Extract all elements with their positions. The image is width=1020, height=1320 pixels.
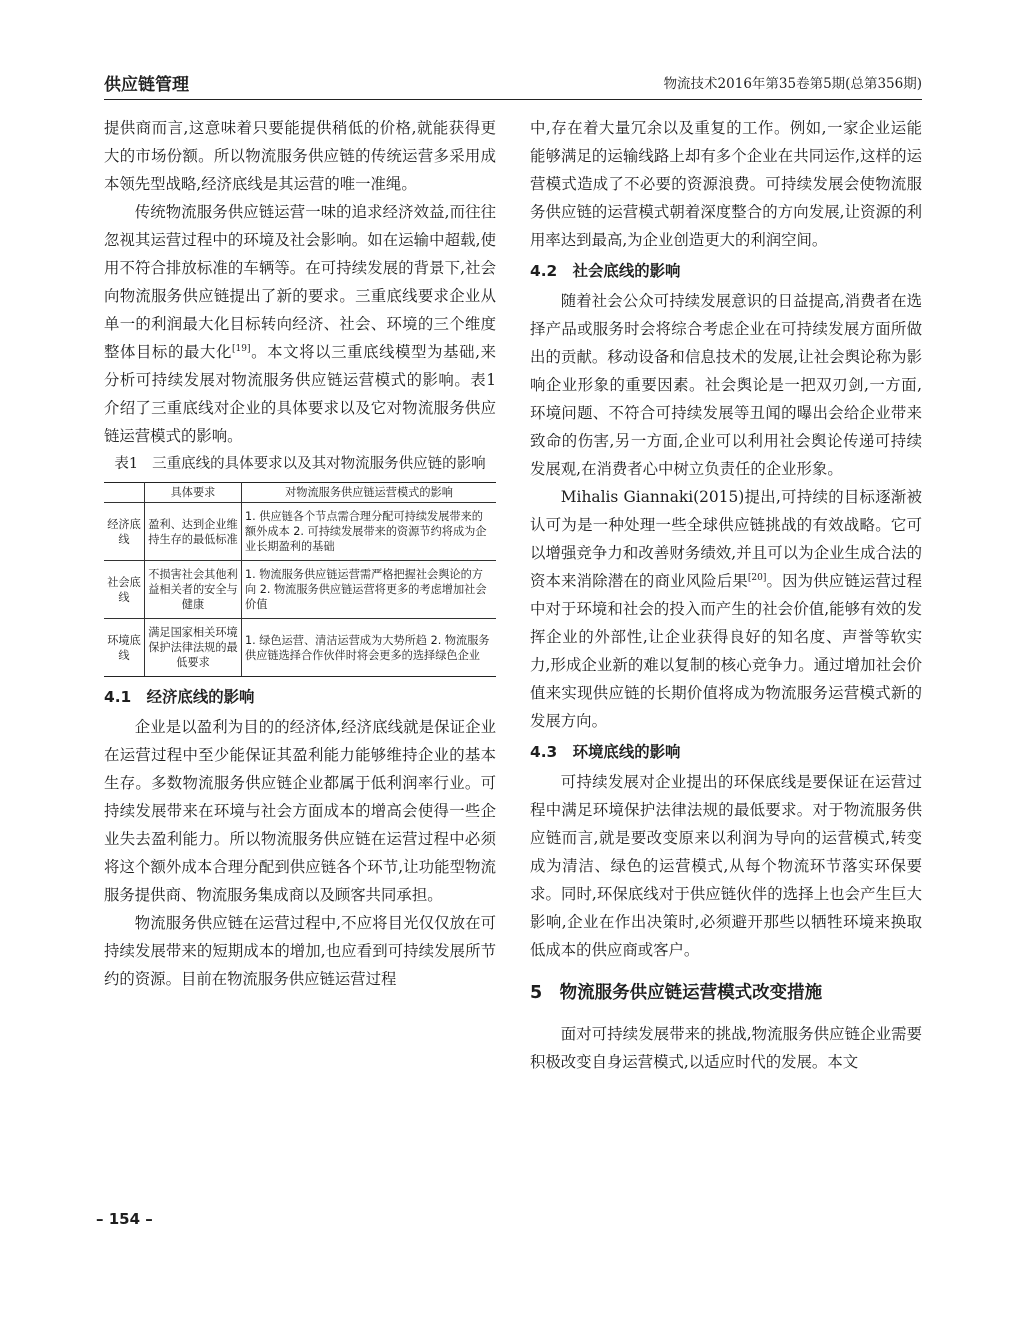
requirements-table [104, 482, 496, 677]
table-cell-category: 社会底线 [104, 561, 145, 619]
paragraph: 可持续发展对企业提出的环保底线是要保证在运营过程中满足环境保护法律法规的最低要求。对于物流服务供应链而言,就是要改变原来以利润为导向的运营模式,转变成为清洁、绿色的运营模式,从每个物流环节落实环保要求。同时,环保底线对于供应链伙伴的选择上也会产生巨大影响,企业在作出决策时,必须避开那些以牺牲环境来换取低成本的供应商或客户。 [530, 773, 922, 959]
paragraph: 物流服务供应链在运营过程中,不应将目光仅仅放在可持续发展带来的短期成本的增加,也应看到可持续发展所节约的资源。目前在物流服务供应链运营过程 [104, 914, 496, 988]
table-row [104, 561, 496, 619]
table-header-cell [104, 483, 145, 503]
table-cell-category: 经济底线 [104, 503, 145, 561]
running-header [104, 70, 922, 98]
paragraph: 提供商而言,这意味着只要能提供稍低的价格,就能获得更大的市场份额。所以物流服务供应链的传统运营多采用成本领先型战略,经济底线是其运营的唯一准绳。 [104, 119, 496, 193]
paragraph: 面对可持续发展带来的挑战,物流服务供应链企业需要积极改变自身运营模式,以适应时代的发展。本文 [530, 1025, 922, 1071]
paragraph [530, 483, 922, 735]
header-rule [104, 99, 922, 100]
paragraph: 随着社会公众可持续发展意识的日益提高,消费者在选择产品或服务时会将综合考虑企业在可持续发展方面所做出的贡献。移动设备和信息技术的发展,让社会舆论称为影响企业形象的重要因素。社会舆论是一把双刃剑,一方面,环境问题、不符合可持续发展等丑闻的曝出会给企业带来致命的伤害,另一方面,企业可以利用社会舆论传递可持续发展观,在消费者心中树立负责任的企业形象。 [530, 292, 922, 478]
paragraph [104, 198, 496, 450]
journal-issue-info: 物流技术2016年第35卷第5期(总第356期) [663, 76, 922, 92]
section-heading-4-3: 4.3 环境底线的影响 [530, 743, 681, 761]
page-number: – 154 – [96, 1210, 153, 1228]
paragraph-text: Mihalis Giannaki(2015)提出,可持续的目标逐渐被认可为是一种处理一些全球供应链挑战的有效战略。它可以增强竞争力和改善财务绩效,并且可以为企业生成合法的资本来消除潜在的商业风险后果 [530, 488, 922, 590]
section-heading-4-2: 4.2 社会底线的影响 [530, 262, 681, 280]
section-heading-4-1: 4.1 经济底线的影响 [104, 688, 255, 706]
table-row [104, 619, 496, 677]
citation-ref: [20] [747, 572, 767, 583]
table-cell-impact: 1. 供应链各个节点需合理分配可持续发展带来的额外成本 2. 可持续发展带来的资源节约将成为企业长期盈利的基础 [242, 503, 497, 561]
citation-ref: [19] [232, 343, 251, 354]
table-header-cell: 对物流服务供应链运营模式的影响 [242, 483, 497, 503]
paragraph: 企业是以盈利为目的的经济体,经济底线就是保证企业在运营过程中至少能保证其盈利能力能够维持企业的基本生存。多数物流服务供应链企业都属于低利润率行业。可持续发展带来在环境与社会方面成本的增高会使得一些企业失去盈利能力。所以物流服务供应链在运营过程中必须将这个额外成本合理分配到供应链各个环节,让功能型物流服务提供商、物流服务集成商以及顾客共同承担。 [104, 718, 496, 904]
paragraph: 中,存在着大量冗余以及重复的工作。例如,一家企业运能能够满足的运输线路上却有多个企业在共同运作,这样的运营模式造成了不必要的资源浪费。可持续发展会使物流服务供应链的运营模式朝着深度整合的方向发展,让资源的利用率达到最高,为企业创造更大的利润空间。 [530, 119, 922, 249]
table-caption [104, 450, 496, 478]
paragraph-text: 。本文将以三重底线模型为基础,来分析可持续发展对物流服务供应链运营模式的影响。表1介绍了三重底线对企业的具体要求以及它对物流服务供应链运营模式的影响。 [104, 343, 496, 445]
table-caption-text: 三重底线的具体要求以及其对物流服务供应链的影响 [152, 456, 486, 472]
table-cell-impact: 1. 物流服务供应链运营需严格把握社会舆论的方向 2. 物流服务供应链运营将更多的考虑增加社会价值 [242, 561, 497, 619]
table-cell-requirement: 盈利、达到企业维持生存的最低标准 [145, 503, 242, 561]
table-header-cell: 具体要求 [145, 483, 242, 503]
table-cell-requirement: 满足国家相关环境保护法律法规的最低要求 [145, 619, 242, 677]
section-heading-5: 5 物流服务供应链运营模式改变措施 [530, 983, 823, 1003]
table-cell-impact: 1. 绿色运营、清洁运营成为大势所趋 2. 物流服务供应链选择合作伙伴时将会更多的选择绿色企业 [242, 619, 497, 677]
left-column [104, 114, 496, 993]
right-column [530, 114, 922, 1076]
table-header-row [104, 483, 496, 503]
section-name: 供应链管理 [104, 75, 189, 95]
table-label: 表1 [114, 456, 139, 472]
table-cell-requirement: 不损害社会其他利益相关者的安全与健康 [145, 561, 242, 619]
paragraph-text: 。因为供应链运营过程中对于环境和社会的投入而产生的社会价值,能够有效的发挥企业的外部性,让企业获得良好的知名度、声誉等软实力,形成企业新的难以复制的核心竞争力。通过增加社会价值来实现供应链的长期价值将成为物流服务运营模式新的发展方向。 [530, 572, 922, 730]
table-cell-category: 环境底线 [104, 619, 145, 677]
paragraph-text: 传统物流服务供应链运营一味的追求经济效益,而往往忽视其运营过程中的环境及社会影响。如在运输中超载,使用不符合排放标准的车辆等。在可持续发展的背景下,社会向物流服务供应链提出了新的要求。三重底线要求企业从单一的利润最大化目标转向经济、社会、环境的三个维度整体目标的最大化 [104, 203, 496, 361]
table-row [104, 503, 496, 561]
